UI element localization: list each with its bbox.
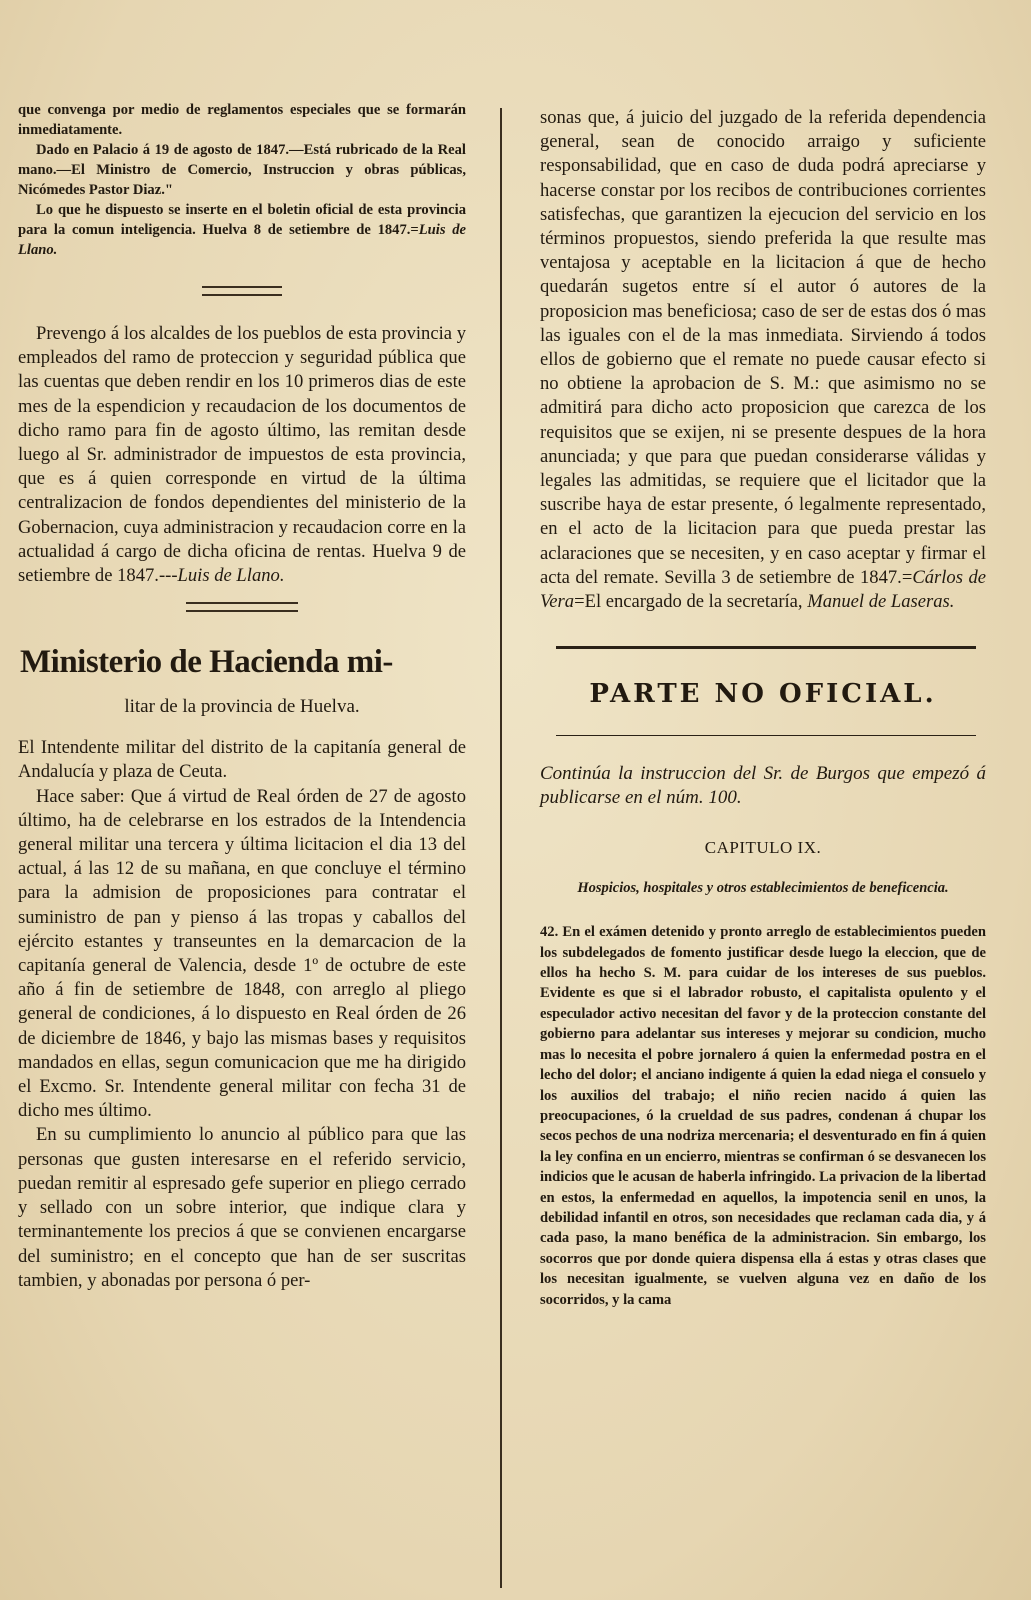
cumplimiento-paragraph: En su cumplimiento lo anuncio al público para que las personas que gusten interesarse en el referido servicio, puedan remitir al espresado gefe superior en pliego cerrado y sellado con un sobre interior, que indique clara y terminantemente los precios á que se convienen encargarse del suministro; en el concepto que han de ser suscritas tambien, y abonadas por persona ó per-	[18, 1124, 466, 1291]
continua-lead: Continúa la instruccion del Sr. de Burgos que empezó á publicarse en el núm. 100.	[540, 763, 986, 809]
section-rule-thin	[556, 735, 976, 736]
prevengo-paragraph: Prevengo á los alcaldes de los pueblos de esta provincia y empleados del ramo de proteccion y seguridad pública que las cuentas que deben rendir en los 10 primeros dias de este mes de la espendicion y recaudacion de los documentos de dicho ramo para fin de agosto último, las remitan desde luego al Sr. administrador de impuestos de esta provincia, que es á quien corresponde en virtud de la última centralizacion de fondos dependientes del ministerio de la Gobernacion, cuya administracion y recaudacion corre en la actualidad á cargo de dicha oficina de rentas. Huelva 9 de setiembre de 1847.---Luis de Llano.	[18, 323, 466, 587]
section-heading: Ministerio de Hacienda mi-	[20, 644, 393, 681]
chapter-subtitle: Hospicios, hospitales y otros establecimientos de beneficencia.	[577, 880, 949, 897]
intendente-line: El Intendente militar del distrito de la capitanía general de Andalucía y plaza de Ceuta.	[18, 737, 466, 783]
paragraph-42: 42. En el exámen detenido y pronto arreglo de establecimientos pueden los subdelegados de fomento justificar desde luego la eleccion, que de ellos ha hecho S. M. para cuidar de los intereses de sus pueblos. Evidente es que si el labrador robusto, el capitalista opulento y el especulador activo necesitan del favor y de la proteccion constante del gobierno para adelantar sus intereses y mejorar su condicion, mucho mas lo necesita el pobre jornalero á quien la enfermedad postra en el lecho del dolor; el anciano indigente á quien la edad niega el consuelo y los auxilios del trabajo; el niño recien nacido á quien las preocupaciones, ó la crueldad de sus padres, condenan á chupar los secos pechos de una nodriza mercenaria; el desventurado en fin á quien la ley confina en un encierro, mientras se confirman ó se desvanecen los indicios que le acusan de haberla infringido. La privacion de la libertad en estos, la enfermedad en aquellos, la impotencia senil en unos, la debilidad infantil en otros, son necesidades que reclaman cada dia, y á cada paso, la mano benéfica de la administracion. Sin embargo, los socorros que por donde quiera dispensa ella á estas y otras clases que los necesitan igualmente, se vuelven alguna vez en daño de los socorridos, y la cama	[540, 924, 986, 1308]
section-rule	[556, 646, 976, 649]
ornament-divider	[202, 286, 282, 296]
ornament-divider-2	[186, 602, 298, 612]
section-subheading: litar de la provincia de Huelva.	[124, 696, 360, 718]
decree-dado: Dado en Palacio á 19 de agosto de 1847.—Está rubricado de la Real mano.—El Ministro de Comercio, Instruccion y obras públicas, Nicómedes Pastor Diaz."	[18, 142, 466, 198]
right-column	[540, 106, 986, 1310]
parte-no-oficial-heading: PARTE NO OFICIAL.	[589, 679, 937, 710]
column-divider	[500, 108, 502, 1588]
left-column	[18, 100, 466, 1293]
chapter-title: CAPITULO IX.	[704, 838, 822, 858]
decree-loque: Lo que he dispuesto se inserte en el boletin oficial de esta provincia para la comun inteligencia. Huelva 8 de setiembre de 1847.=Luis de Llano.	[18, 202, 466, 258]
continuation-paragraph: sonas que, á juicio del juzgado de la referida dependencia general, sean de conocido arraigo y suficiente responsabilidad, que en caso de duda podrá apreciarse y hacerse constar por los recibos de contribuciones corrientes satisfechas, que garantizen la ejecucion del servicio en los términos propuestos, siendo preferida la que resulte mas ventajosa y aceptable en la licitacion á que de hecho quedarán sugetos entre sí el autor ó autores de la proposicion mas beneficiosa; caso de ser de estas dos ó mas las iguales con el de la mas inmediata. Sirviendo á todos ellos de gobierno que el remate no puede causar efecto si no obtiene la aprobacion de S. M.: que asimismo no se admitirá para dicho acto proposicion que carezca de los requisitos que se exijen, ni se presente despues de la hora anunciada; y que para que puedan considerarse válidas y legales las admitidas, se requiere que el licitador que la suscribe haya de estar presente, ó legalmente representado, en el acto de la licitacion para que pueda prestar las aclaraciones que se necesiten, y en caso aceptar y firmar el acta del remate. Sevilla 3 de setiembre de 1847.=Cárlos de Vera=El encargado de la secretaría, Manuel de Laseras.	[540, 107, 986, 613]
hace-saber-paragraph: Hace saber: Que á virtud de Real órden de 27 de agosto último, ha de celebrarse en los estrados de la Intendencia general militar una tercera y última licitacion el dia 13 del actual, á las 12 de su mañana, en que concluye el término para la admision de proposiciones para contratar el suministro de pan y pienso á las tropas y caballos del ejército estantes y transeuntes en la demarcacion de la capitanía general de Valencia, desde 1º de octubre de este año á fin de setiembre de 1848, con arreglo al pliego general de condiciones, á lo dispuesto en Real órden de 26 de diciembre de 1846, y bajo las mismas bases y requisitos mandados en ellas, segun comunicacion que me ha dirigido el Excmo. Sr. Intendente general militar con fecha 31 de dicho mes último.	[18, 785, 466, 1122]
decree-end: que convenga por medio de reglamentos especiales que se formarán inmediatamente.	[18, 102, 466, 138]
